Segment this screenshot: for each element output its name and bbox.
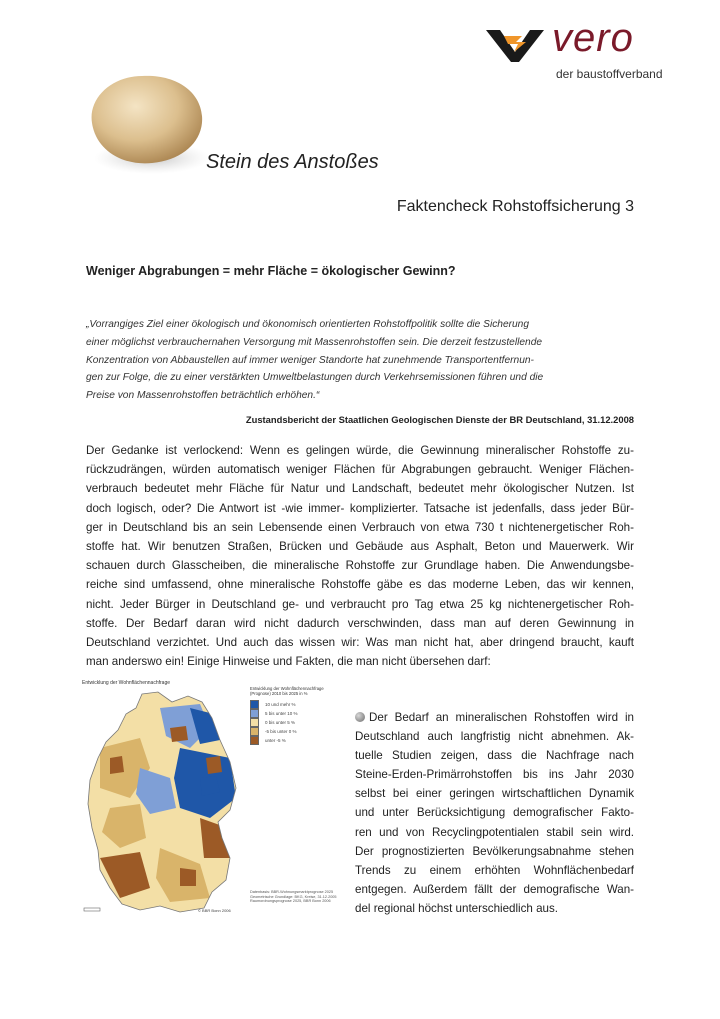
- legend-label: unter -5 %: [265, 738, 286, 743]
- intro-line: verbrauch bedeutet mehr Fläche für Natur und Landschaft, bedeutet mehr ökologischer Nutzen. Ist: [86, 482, 634, 496]
- intro-paragraph: [86, 441, 634, 671]
- map-note: Raumordnungsprognose 2025, BBR Bonn 2006: [250, 899, 331, 904]
- side-line: entgegen. Außerdem fällt der demografische Wan-: [355, 882, 634, 896]
- map-notes: [250, 890, 342, 904]
- intro-line: man anderswo ein! Einige Hinweise und Fakten, die man nicht übersehen darf:: [86, 655, 491, 669]
- intro-line: Deutschland verzichtet. Und auch das wissen wir: Was man nicht hat, aber dringend braucht, kauft: [86, 636, 634, 650]
- intro-line: stoffe hat. Wir benutzen Straßen, Brücken und Gebäude aus Asphalt, Beton und Mauerwerk. Wir: [86, 540, 634, 554]
- quote-line: „Vorrangiges Ziel einer ökologisch und ökonomisch orientierten Rohstoffpolitik sollte die Sicherung: [86, 319, 530, 330]
- quote-source: Zustandsbericht der Staatlichen Geologischen Dienste der BR Deutschland, 31.12.2008: [245, 414, 634, 425]
- legend-swatch: [250, 736, 259, 745]
- legend-entry: [250, 709, 342, 718]
- map-note: Geometrische Grundlage: BKG, Kreise, 31.12.2005: [250, 894, 337, 899]
- intro-line: Der Gedanke ist verlockend: Wenn es gelingen würde, die Gewinnung mineralischer Rohstoffe zu-: [86, 444, 634, 457]
- map-figure: [80, 678, 342, 918]
- side-line: und unter Berücksichtigung demografischer Fakto-: [355, 806, 634, 820]
- logo-subtitle: der baustoffverband: [556, 67, 663, 81]
- document-title: Stein des Anstoßes: [206, 151, 379, 173]
- intro-line: ger in Deutschland bis an sein Lebensende einen Verbrauch von etwa 730 t nichtenergetischer Roh-: [86, 520, 634, 534]
- vero-logo-mark-icon: [486, 26, 544, 62]
- grey-sphere-bullet-icon: [355, 712, 365, 722]
- legend-swatch: [250, 709, 259, 718]
- side-line: Trends zu einem erhöhten Wohnflächenbedarf: [355, 863, 634, 877]
- quote-line: Preise von Massenrohstoffen beträchtlich erhöhen.“: [86, 390, 320, 402]
- legend-swatch: [250, 718, 259, 727]
- legend-swatch: [250, 700, 259, 709]
- side-paragraph: [355, 708, 634, 918]
- legend-entry: [250, 718, 342, 727]
- quote-block: [86, 316, 586, 405]
- legend-label: 0 bis unter 5 %: [265, 720, 296, 725]
- side-line: selbst bei einer geringen wirtschaftlichen Dynamik: [355, 787, 634, 801]
- legend-entry: [250, 736, 342, 745]
- map-title: Entwicklung der Wohnflächennachfrage: [82, 680, 171, 686]
- intro-line: doch logisch, oder? Die Antwort ist -wie immer- komplizierter. Tatsache ist jedenfalls, dass jeder Bür-: [86, 501, 634, 515]
- article-heading: Weniger Abgrabungen = mehr Fläche = ökologischer Gewinn?: [86, 264, 456, 278]
- legend-label: -5 bis unter 0 %: [265, 729, 297, 734]
- intro-line: reiche sind umfassend, ohne mineralische Rohstoffe gäbe es das moderne Leben, das wir kennen,: [86, 578, 634, 592]
- side-line: [355, 708, 634, 727]
- stone-image: [82, 68, 212, 178]
- legend-swatch: [250, 727, 259, 736]
- quote-line: Konzentration von Abbaustellen auf immer weniger Standorte hat zunehmende Transportentfernun-: [86, 354, 534, 366]
- map-note: Datenbasis: BBR-Wohnungsmarktprognose 2025: [250, 890, 334, 894]
- quote-line: gen zur Folge, die zu einer verstärkten Umweltbelastungen durch Verkehrsemissionen führen und die: [86, 372, 544, 384]
- legend-entry: [250, 700, 342, 709]
- side-line-text: Der Bedarf an mineralischen Rohstoffen wird in: [369, 711, 634, 724]
- intro-line: rückzudrängen, würden automatisch weniger Flächen für Abgrabungen gebraucht. Weniger Flächen-: [86, 463, 634, 477]
- legend-label: 10 und mehr %: [265, 702, 296, 707]
- side-line: Deutschland auch langfristig nicht abnehmen. Ak-: [355, 730, 634, 744]
- side-line: Steine-Erden-Primärrohstoffen bis ins Jahr 2030: [355, 768, 634, 782]
- intro-line: nicht. Jeder Bürger in Deutschland ge- und verbraucht pro Tag etwa 25 kg nichtenergetischer Roh-: [86, 597, 634, 611]
- quote-line: einer möglichst verbrauchernahen Versorgung mit Massenrohstoffen sein. Die derzeit festzustellende: [86, 336, 543, 348]
- side-line: tuelle Studien zeigen, dass die Nachfrage nach: [355, 749, 634, 763]
- vero-logo-text: vero: [552, 16, 634, 60]
- side-line: Der prognostizierten Bevölkerungsabnahme stehen: [355, 844, 634, 858]
- intro-line: schauen durch Glasscheiben, die mineralische Rohstoffe zur Grundlage haben. Die Anwendungsbe-: [86, 559, 634, 573]
- document-subtitle: Faktencheck Rohstoffsicherung 3: [396, 198, 634, 215]
- germany-map: [80, 688, 250, 918]
- legend-title: Entwicklung der Wohnflächennachfrage (Prognose) 2010 bis 2025 in %: [250, 686, 324, 696]
- legend-label: 5 bis unter 10 %: [265, 711, 298, 716]
- map-legend: [250, 686, 342, 745]
- map-credit: © BBR Bonn 2006: [198, 908, 231, 913]
- side-line: ren und von Recyclingpotentialen stabil sein wird.: [355, 825, 634, 839]
- side-line: del regional höchst unterschiedlich aus.: [355, 901, 559, 915]
- intro-line: stoffe. Der Bedarf daran wird nicht dadurch verschwinden, dass man auf deren Gewinnung in: [86, 616, 634, 630]
- legend-entry: [250, 727, 342, 736]
